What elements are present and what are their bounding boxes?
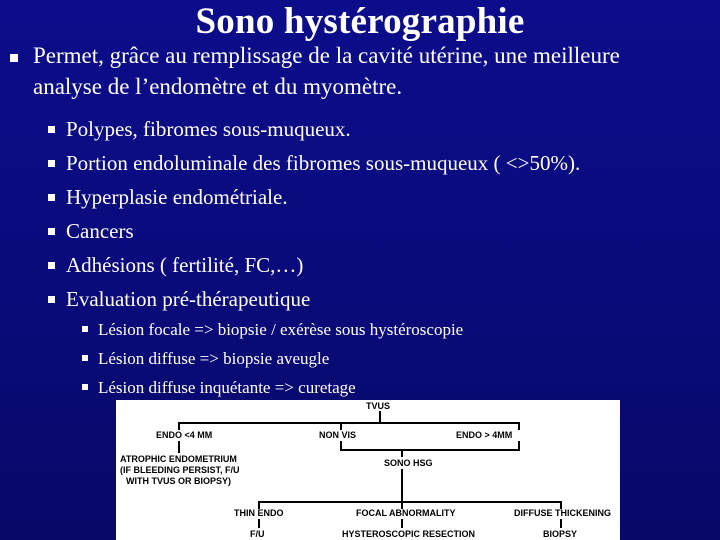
connector-line — [340, 449, 520, 451]
square-bullet-icon — [82, 355, 88, 361]
connector-line — [401, 469, 403, 503]
connector-line — [178, 441, 180, 453]
connector-line — [258, 519, 260, 528]
square-bullet-icon — [10, 54, 18, 62]
connector-line — [401, 519, 403, 528]
node-diffuse: DIFFUSE THICKENING — [514, 508, 612, 518]
sublist-item: Lésion diffuse => biopsie aveugle — [82, 344, 463, 373]
connector-line — [178, 422, 520, 424]
indication-list — [48, 112, 580, 316]
node-non-vis: NON VIS — [319, 430, 357, 440]
node-sono-hsg: SONO HSG — [384, 458, 433, 468]
node-hysteroscopic: HYSTEROSCOPIC RESECTION — [342, 529, 476, 539]
square-bullet-icon — [82, 326, 88, 332]
node-tvus: TVUS — [366, 401, 391, 411]
square-bullet-icon — [48, 160, 55, 167]
node-focal: FOCAL ABNORMALITY — [356, 508, 456, 518]
node-atrophic: ATROPHIC ENDOMETRIUM — [120, 454, 237, 464]
connector-line — [340, 422, 342, 430]
square-bullet-icon — [48, 262, 55, 269]
list-item: Evaluation pré-thérapeutique — [48, 282, 580, 316]
connector-line — [258, 501, 562, 503]
node-atrophic-note: (IF BLEEDING PERSIST, F/U — [120, 465, 240, 475]
node-endo-high: ENDO > 4MM — [456, 430, 513, 440]
connector-line — [560, 519, 562, 528]
flowchart-image — [116, 400, 620, 540]
node-atrophic-note: WITH TVUS OR BIOPSY) — [126, 476, 232, 486]
node-endo-low: ENDO <4 MM — [156, 430, 213, 440]
list-item: Hyperplasie endométriale. — [48, 180, 580, 214]
connector-line — [178, 422, 180, 430]
node-thin-endo: THIN ENDO — [234, 508, 284, 518]
sublist-item: Lésion diffuse inquétante => curetage — [82, 373, 463, 402]
list-item: Portion endoluminale des fibromes sous-muqueux ( <>50%). — [48, 146, 580, 180]
list-item: Adhésions ( fertilité, FC,…) — [48, 248, 580, 282]
evaluation-sublist — [82, 315, 463, 402]
intro-text: Permet, grâce au remplissage de la cavité utérine, une meilleure analyse de l’endomètre et du myomètre. — [33, 43, 620, 99]
connector-line — [518, 422, 520, 430]
square-bullet-icon — [48, 194, 55, 201]
square-bullet-icon — [48, 296, 55, 303]
connector-line — [401, 449, 403, 457]
list-item: Polypes, fibromes sous-muqueux. — [48, 112, 580, 146]
square-bullet-icon — [48, 126, 55, 133]
node-fu: F/U — [250, 529, 265, 539]
sublist-item: Lésion focale => biopsie / exérèse sous hystéroscopie — [82, 315, 463, 344]
square-bullet-icon — [82, 384, 88, 390]
square-bullet-icon — [48, 228, 55, 235]
node-biopsy: BIOPSY — [543, 529, 578, 539]
list-item: Cancers — [48, 214, 580, 248]
slide-title: Sono hystérographie — [195, 1, 525, 42]
